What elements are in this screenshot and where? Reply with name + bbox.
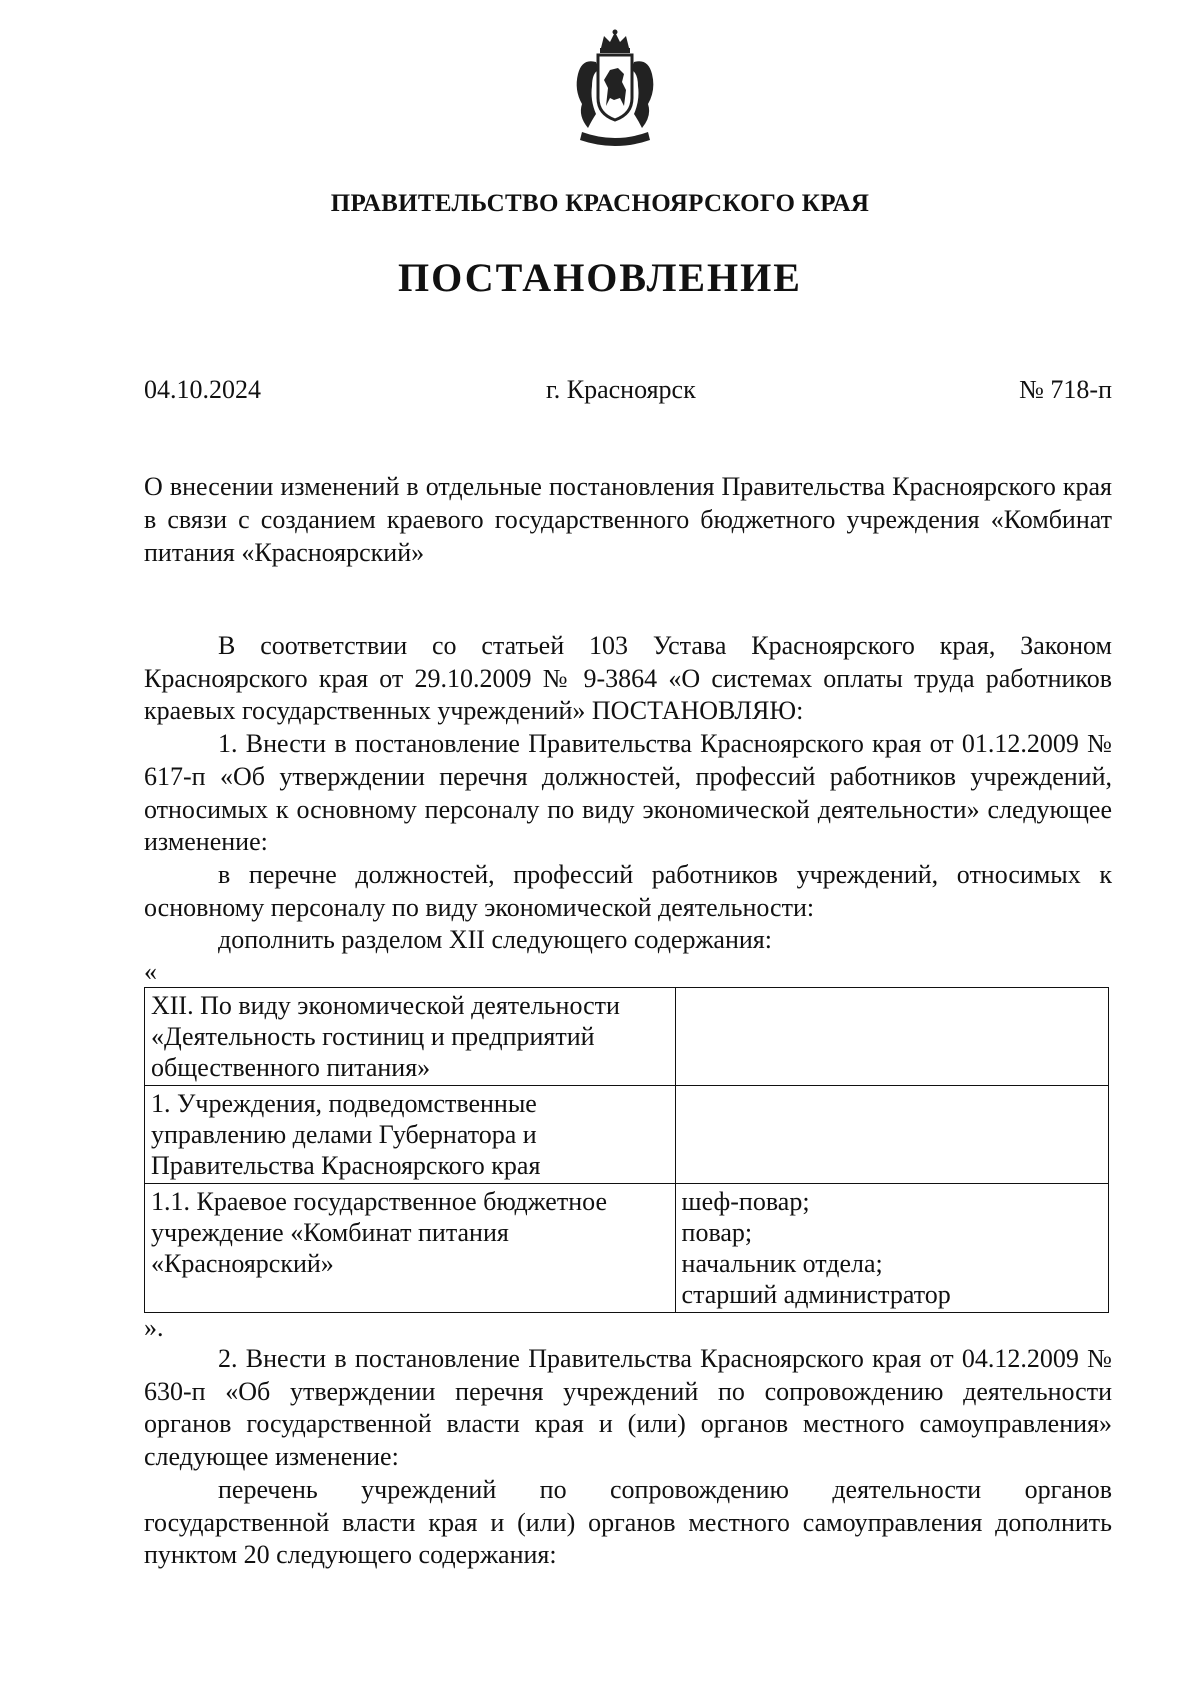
table-row <box>145 1184 1109 1313</box>
item-1-paragraph: 1. Внести в постановление Правительства Красноярского края от 01.12.2009 № 617-п «Об утверждении перечня должностей, профессий работников учреждений, относимых к основному персоналу по виду экономической деятельности» следующее изменение: <box>144 729 1112 857</box>
table-cell-section-title: XII. По виду экономической деятельности «Деятельность гостиниц и предприятий общественного питания» <box>145 988 676 1086</box>
document-number: № 718-п <box>1019 375 1112 404</box>
table-cell-positions <box>675 1184 1108 1313</box>
organization-title: ПРАВИТЕЛЬСТВО КРАСНОЯРСКОГО КРАЯ <box>330 190 870 217</box>
table-row <box>145 988 1109 1086</box>
position-item: шеф-повар; <box>681 1187 810 1217</box>
krasnoyarsk-coat-of-arms-icon <box>568 28 662 150</box>
document-date: 04.10.2024 <box>144 375 261 404</box>
position-item: старший администратор <box>681 1280 951 1310</box>
quote-open-mark: « <box>144 957 157 987</box>
document-type-title: ПОСТАНОВЛЕНИЕ <box>398 255 802 300</box>
table-cell-empty <box>675 988 1108 1086</box>
preamble-paragraph: В соответствии со статьей 103 Устава Красноярского края, Законом Красноярского края от 29.10.2009 № 9-3864 «О системах оплаты труда работников краевых государственных учреждений» ПОСТАНОВЛЯЮ: <box>144 631 1112 726</box>
item-1-sub-paragraph: в перечне должностей, профессий работников учреждений, относимых к основному персоналу по виду экономической деятельности: <box>144 859 1112 922</box>
document-subject: О внесении изменений в отдельные постановления Правительства Красноярского края в связи с созданием краевого государственного бюджетного учреждения «Комбинат питания «Красноярский» <box>144 472 1112 567</box>
table-cell-institution-name: 1.1. Краевое государственное бюджетное учреждение «Комбинат питания «Красноярский» <box>145 1184 676 1313</box>
item-2-sub-paragraph: перечень учреждений по сопровождению деятельности органов государственной власти края и (или) органов местного самоуправления дополнить пунктом 20 следующего содержания: <box>144 1474 1112 1570</box>
item-1-add-paragraph: дополнить разделом XII следующего содержания: <box>218 925 772 955</box>
document-body <box>144 630 1112 1572</box>
table-row <box>145 1086 1109 1184</box>
inserted-section-table <box>144 987 1109 1313</box>
position-item: повар; <box>681 1218 753 1248</box>
table-cell-institutions: 1. Учреждения, подведомственные управлению делами Губернатора и Правительства Красноярского края <box>145 1086 676 1184</box>
position-item: начальник отдела; <box>681 1249 883 1279</box>
item-2-paragraph: 2. Внести в постановление Правительства Красноярского края от 04.12.2009 № 630-п «Об утверждении перечня учреждений по сопровождению деятельности органов государственной власти края и (или) органов местного самоуправления» следующее изменение: <box>144 1344 1112 1472</box>
table-cell-empty <box>675 1086 1108 1184</box>
document-city: г. Красноярск <box>546 375 696 404</box>
quote-close-mark: ». <box>144 1313 164 1343</box>
